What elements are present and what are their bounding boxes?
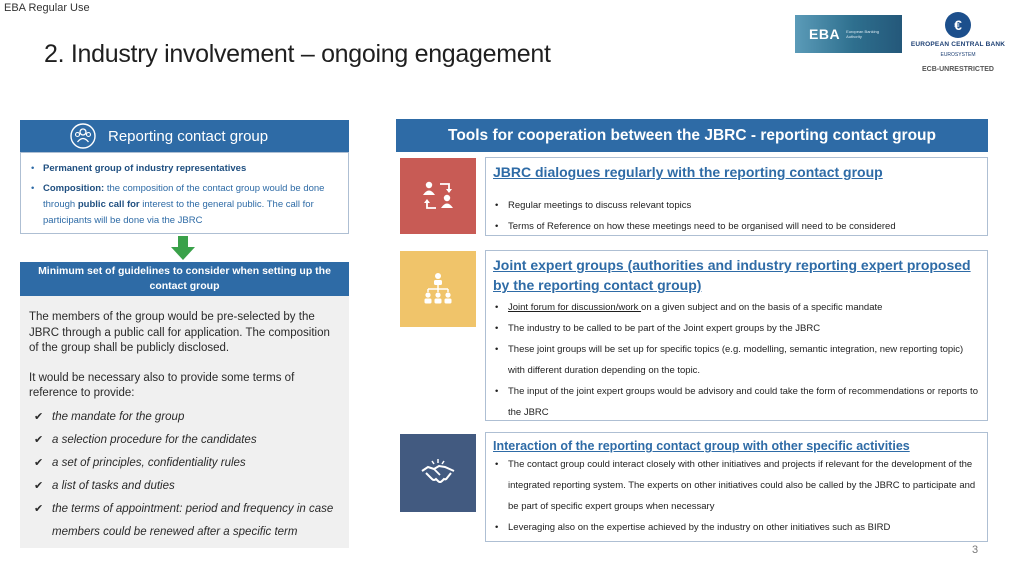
eba-logo-subtitle: European Banking Authority	[846, 29, 879, 39]
reporting-contact-group-title: Reporting contact group	[108, 127, 269, 145]
check-item-continuation	[29, 521, 339, 544]
hierarchy-tile	[400, 251, 476, 327]
ecb-classification: ECB-UNRESTRICTED	[922, 66, 994, 73]
check-item-text: the terms of appointment: period and frequency in case	[52, 502, 334, 515]
list-item	[29, 181, 340, 229]
page-number: 3	[972, 544, 979, 556]
jbrc-dialogue-card	[485, 157, 988, 236]
ecb-logo-subtitle: EUROSYSTEM	[940, 52, 976, 58]
list-item: • The industry to be called to be part of the Joint expert groups by the JBRC	[494, 318, 981, 339]
bullet-composition-bold: public call for	[77, 199, 140, 210]
check-item	[29, 498, 339, 521]
check-item-text: a selection procedure for the candidates	[52, 433, 257, 446]
ecb-logo-name: EUROPEAN CENTRAL BANK	[910, 41, 1006, 48]
reporting-contact-group-header	[20, 120, 349, 152]
check-item	[29, 429, 339, 452]
eba-logo	[795, 15, 902, 53]
down-arrow-icon	[170, 236, 196, 260]
check-icon: ✔	[34, 456, 44, 469]
bullet-composition-text: the composition of the contact group would be done through	[43, 183, 325, 210]
list-item: • The contact group could interact closely with other initiatives and projects if relevant for the development of the integrated reporting system. The experts on other initiatives could also be called by the JBRC to participate and be part of specific expert groups when necessary	[494, 454, 981, 517]
check-item-text: members could be renewed after a specific term	[52, 525, 298, 538]
handshake-tile	[400, 434, 476, 512]
handshake-icon	[420, 455, 456, 491]
terms-checklist	[29, 406, 339, 544]
reporting-contact-group-box	[20, 152, 349, 234]
eba-logo-word: EBA	[809, 26, 841, 42]
list-item: • Regular meetings to discuss relevant topics	[494, 195, 981, 216]
exchange-people-icon	[420, 178, 456, 214]
list-item: • These joint groups will be set up for specific topics (e.g. modelling, semantic integration, new reporting topic) with different duration depending on the topic.	[494, 339, 981, 381]
joint-expert-groups-card	[485, 250, 988, 421]
guidelines-paragraph-1: The members of the group would be pre-selected by the JBRC through a public call for application. The composition of the group shall be publicly disclosed.	[29, 311, 330, 354]
check-item	[29, 475, 339, 498]
check-item-text: a list of tasks and duties	[52, 479, 175, 492]
check-icon: ✔	[34, 479, 44, 492]
ecb-logo	[905, 12, 1011, 58]
guidelines-box	[20, 296, 349, 548]
bullet-composition-text-end: interest to the general public. The call for participants will be done via the JBRC	[43, 199, 314, 226]
tools-cooperation-header: Tools for cooperation between the JBRC - reporting contact group	[396, 119, 988, 152]
people-group-icon	[70, 123, 96, 149]
check-item-text: the mandate for the group	[52, 410, 185, 423]
hierarchy-icon	[420, 271, 456, 307]
joint-forum-text: on a given subject and on the basis of a specific mandate	[641, 302, 883, 313]
interaction-activities-card	[485, 432, 988, 542]
check-icon: ✔	[34, 433, 44, 446]
classification-label: EBA Regular Use	[4, 2, 90, 14]
bullet-permanent-group: Permanent group of industry representatives	[43, 163, 247, 174]
check-icon: ✔	[34, 410, 44, 423]
list-item: • Leveraging also on the expertise achieved by the industry on other initiatives such as BIRD	[494, 517, 981, 538]
joint-expert-groups-title: Joint expert groups (authorities and industry reporting expert proposed by the reporting contact group)	[493, 257, 971, 293]
exchange-people-tile	[400, 158, 476, 234]
check-item	[29, 452, 339, 475]
check-item-text: a set of principles, confidentiality rules	[52, 456, 246, 469]
interaction-activities-title: Interaction of the reporting contact group with other specific activities	[493, 439, 910, 453]
list-item	[29, 161, 340, 177]
euro-emblem-icon: €	[945, 12, 971, 38]
slide-title: 2. Industry involvement – ongoing engagement	[44, 40, 551, 68]
guidelines-header: Minimum set of guidelines to consider when setting up the contact group	[20, 262, 349, 296]
guidelines-paragraph-2: It would be necessary also to provide some terms of reference to provide:	[29, 371, 295, 399]
check-item	[29, 406, 339, 429]
list-item	[494, 297, 981, 318]
list-item: • The input of the joint expert groups would be advisory and could take the form of recommendations or reports to the JBRC	[494, 381, 981, 423]
bullet-composition-label: Composition:	[43, 183, 105, 194]
jbrc-dialogue-title: JBRC dialogues regularly with the reporting contact group	[493, 164, 883, 180]
joint-forum-underlined: Joint forum for discussion/work	[508, 302, 642, 313]
list-item: • Terms of Reference on how these meetings need to be organised will need to be considered	[494, 216, 981, 237]
check-icon: ✔	[34, 502, 44, 515]
